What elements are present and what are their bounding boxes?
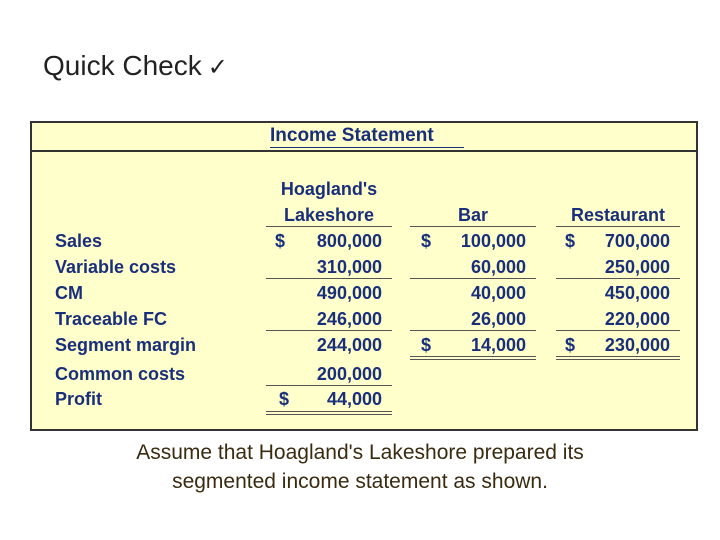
subtotal-rule — [266, 385, 392, 386]
cell-hoagland-traceable-fc: 246,000 — [316, 309, 382, 329]
currency-symbol: $ — [565, 231, 576, 251]
subtotal-rule — [410, 278, 536, 279]
currency-symbol: $ — [275, 231, 286, 251]
row-label-common-costs: Common costs — [55, 364, 186, 384]
total-double-rule-top — [556, 356, 680, 357]
row-label-variable-costs: Variable costs — [55, 257, 177, 277]
cell-restaurant-variable-costs: 250,000 — [604, 257, 670, 277]
row-label-profit: Profit — [55, 389, 102, 409]
row-label-segment-margin: Segment margin — [55, 335, 197, 355]
currency-symbol: $ — [279, 389, 290, 409]
subtotal-rule — [556, 330, 680, 331]
checkmark-icon: ✓ — [207, 53, 228, 81]
total-double-rule-bottom — [556, 359, 680, 360]
subtotal-rule — [410, 330, 536, 331]
currency-symbol: $ — [421, 335, 432, 355]
row-label-traceable-fc: Traceable FC — [55, 309, 168, 329]
cell-hoagland-common-costs: 200,000 — [316, 364, 382, 384]
caption-line-1: Assume that Hoagland's Lakeshore prepared its — [136, 441, 584, 464]
row-label-cm: CM — [55, 283, 83, 303]
cell-restaurant-traceable-fc: 220,000 — [604, 309, 670, 329]
statement-title: Income Statement — [270, 125, 434, 146]
cell-restaurant-segment-margin: 230,000 — [604, 335, 670, 355]
subtotal-rule — [266, 330, 392, 331]
cell-restaurant-sales: 700,000 — [604, 231, 670, 251]
cell-hoagland-sales: 800,000 — [316, 231, 382, 251]
slide-title — [43, 50, 228, 82]
statement-header-bar — [32, 123, 696, 152]
column-header-bar: Bar — [457, 205, 488, 225]
cell-hoagland-variable-costs: 310,000 — [316, 257, 382, 277]
total-double-rule-bottom — [266, 414, 392, 415]
subtotal-rule — [556, 278, 680, 279]
column-header-hoagland-line2: Lakeshore — [283, 205, 375, 225]
cell-hoagland-cm: 490,000 — [316, 283, 382, 303]
cell-bar-sales: 100,000 — [460, 231, 526, 251]
income-statement-panel — [30, 121, 698, 431]
column-header-restaurant: Restaurant — [570, 205, 666, 225]
currency-symbol: $ — [421, 231, 432, 251]
cell-bar-variable-costs: 60,000 — [470, 257, 526, 277]
caption-line-2: segmented income statement as shown. — [172, 470, 548, 493]
total-double-rule-top — [266, 411, 392, 412]
column-header-hoagland-rule — [266, 226, 392, 227]
total-double-rule-top — [410, 356, 536, 357]
row-label-sales: Sales — [55, 231, 103, 251]
slide-title-text: Quick Check — [43, 50, 202, 81]
cell-restaurant-cm: 450,000 — [604, 283, 670, 303]
column-header-hoagland-line1: Hoagland's — [280, 179, 378, 199]
caption — [0, 438, 720, 496]
currency-symbol: $ — [565, 335, 576, 355]
column-header-restaurant-rule — [556, 226, 680, 227]
total-double-rule-bottom — [410, 359, 536, 360]
cell-hoagland-segment-margin: 244,000 — [316, 335, 382, 355]
cell-bar-segment-margin: 14,000 — [470, 335, 526, 355]
cell-bar-traceable-fc: 26,000 — [470, 309, 526, 329]
cell-hoagland-profit: 44,000 — [326, 389, 382, 409]
statement-title-underline — [270, 147, 464, 148]
subtotal-rule — [266, 278, 392, 279]
column-header-bar-rule — [410, 226, 536, 227]
cell-bar-cm: 40,000 — [470, 283, 526, 303]
